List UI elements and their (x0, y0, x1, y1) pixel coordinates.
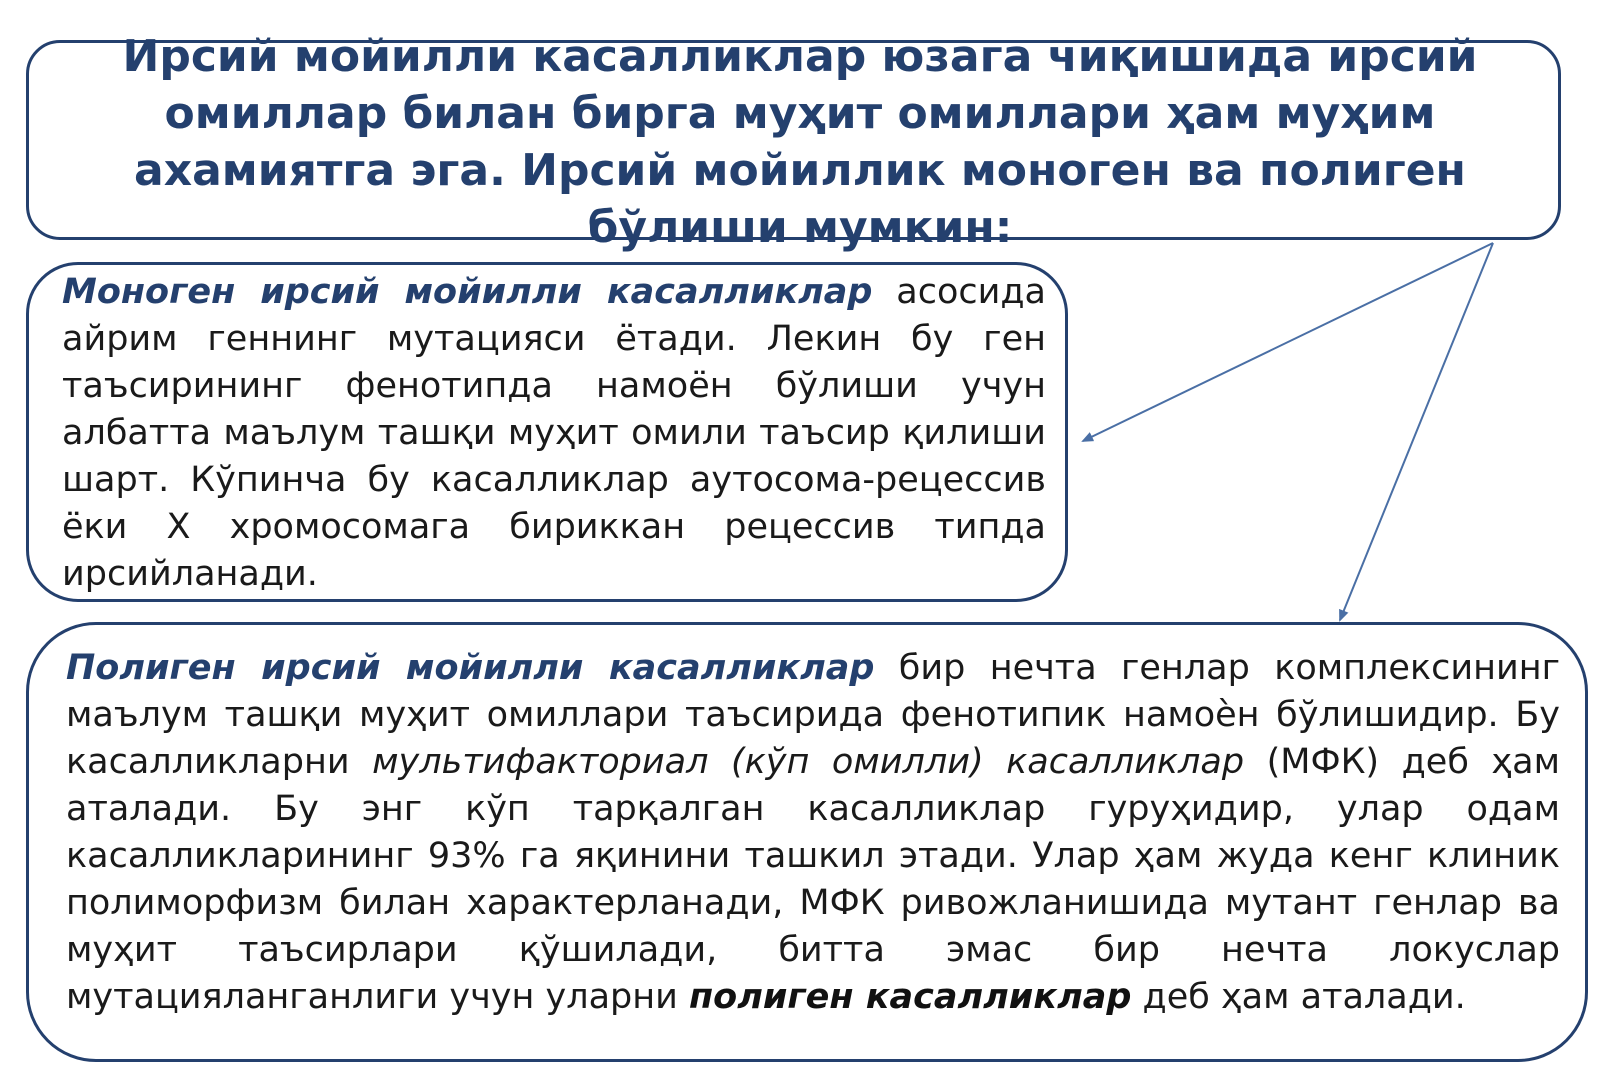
header-text: Ирсий мойилли касалликлар юзага чиқишида ирсий омиллар билан бирга муҳит омиллари ҳам муҳим ахамиятга эга. Ирсий мойиллик моноген ва полиген бўлиши мумкин: (122, 31, 1478, 253)
polygenic-body-1: бир нечта генлар комплексининг маълум ташқи муҳит омиллари таъсирида фенотипик намоѐн бўлишидир. Бу касалликларни (66, 648, 1560, 782)
polygenic-body-3: деб ҳам аталади. (1131, 977, 1466, 1017)
polygenic-body-2: (МФК) деб ҳам аталади. Бу энг кўп тарқалган касалликлар гуруҳидир, улар одам касалликларининг 93% га яқинини ташкил этади. Улар ҳам жуда кенг клиник полиморфизм билан характерланади, МФК ривожланишида мутант генлар ва муҳит таъсирлари қўшилади, битта эмас бир нечта локуслар мутацияланганлиги учун уларни (66, 742, 1560, 1017)
monogenic-text (62, 269, 1046, 598)
monogenic-box (26, 262, 1068, 602)
monogenic-term: Моноген ирсий мойилли касалликлар (62, 272, 873, 312)
arrow-to-polygenic (1340, 243, 1493, 620)
arrow-to-monogenic (1083, 243, 1493, 441)
polygenic-term: Полиген ирсий мойилли касалликлар (66, 648, 875, 688)
polygenic-box (26, 622, 1588, 1062)
polygenic-diseases-term: полиген касалликлар (689, 977, 1132, 1017)
multifactorial-term: мультифакториал (кўп омилли) касалликлар (372, 742, 1245, 782)
polygenic-text (66, 645, 1560, 1021)
monogenic-body: асосида айрим геннинг мутацияси ётади. Лекин бу ген таъсирининг фенотипда намоён бўлиши учун албатта маълум ташқи муҳит омили таъсир қилиши шарт. Кўпинча бу касалликлар аутосома-рецессив ёки X хромосомага бириккан рецессив типда ирсийланади. (62, 272, 1046, 594)
